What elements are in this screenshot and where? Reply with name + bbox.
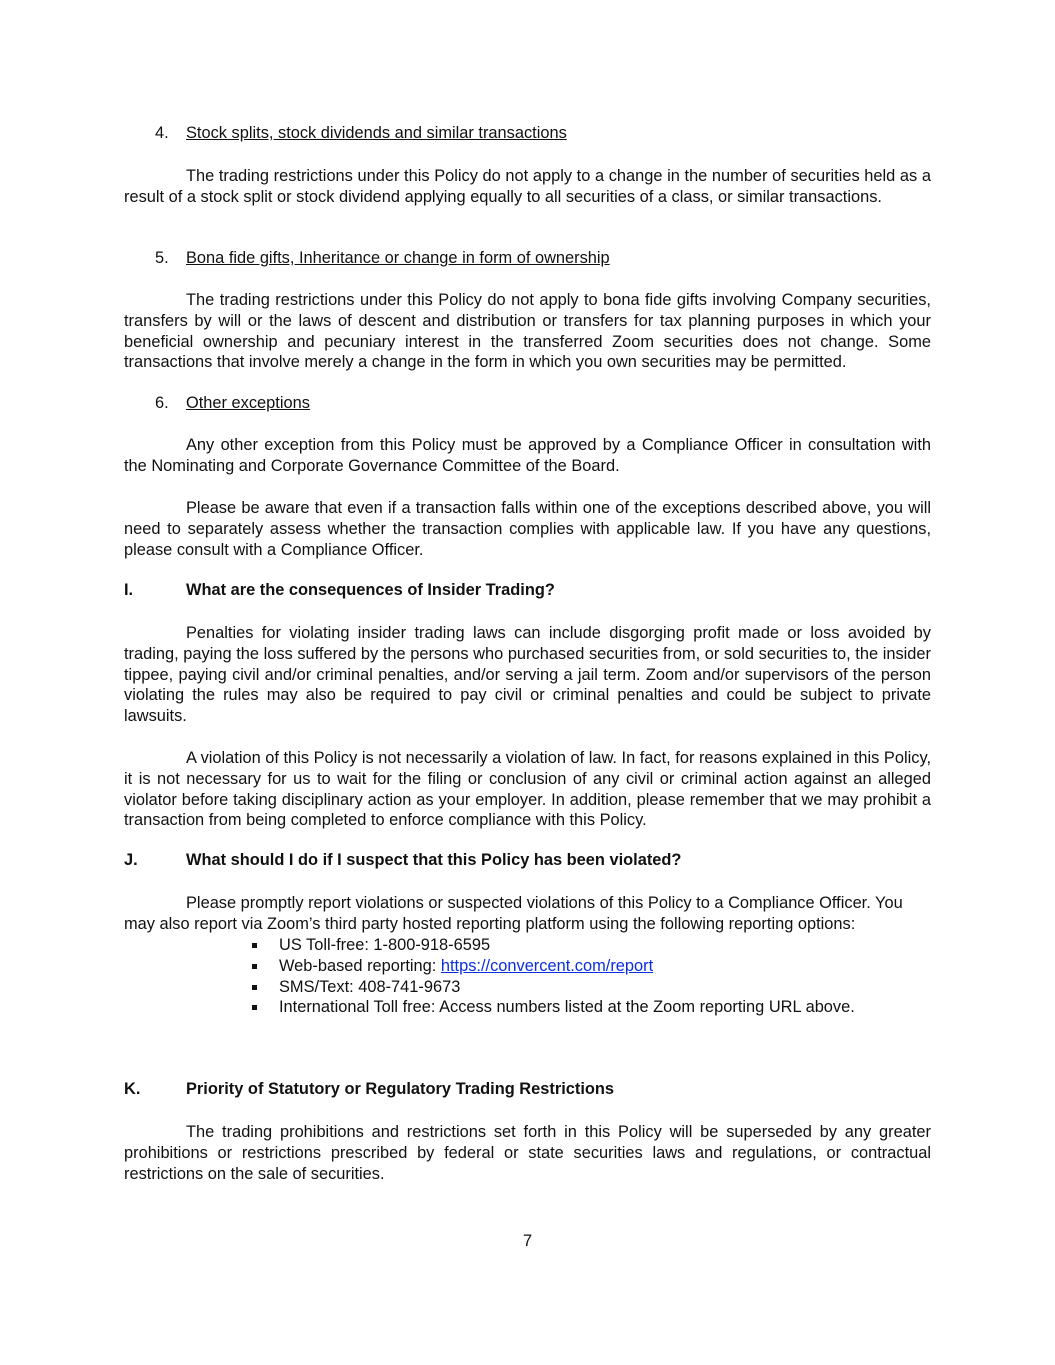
section-letter: I. (124, 581, 134, 599)
bullet-icon (252, 985, 257, 990)
section-j-paragraph-1: Please promptly report violations or suspected violations of this Policy to a Compliance Officer. You may also report via Zoom’s third party hosted reporting platform using the following reporting options: (124, 894, 903, 933)
bullet-icon (252, 1005, 257, 1010)
section-title: What should I do if I suspect that this Policy has been violated? (186, 851, 682, 869)
reporting-options-list (248, 935, 855, 1018)
item-5-heading (155, 249, 610, 268)
section-title: What are the consequences of Insider Trading? (186, 581, 555, 599)
item-number: 4. (155, 124, 169, 142)
section-k-paragraph-1: The trading prohibitions and restrictions set forth in this Policy will be superseded by any greater prohibitions or restrictions prescribed by federal or state securities laws and regulations, or contractual restrictions on the sale of securities. (124, 1123, 931, 1183)
report-link[interactable]: https://convercent.com/report (440, 956, 654, 975)
item-title: Bona fide gifts, Inheritance or change in form of ownership (186, 249, 610, 267)
section-k-heading (124, 1080, 614, 1099)
item-6-heading (155, 394, 310, 413)
item-number: 6. (155, 394, 169, 412)
section-letter: J. (124, 851, 138, 869)
item-4-heading (155, 124, 567, 143)
page-number: 7 (522, 1232, 533, 1250)
list-item: International Toll free: Access numbers listed at the Zoom reporting URL above. (248, 997, 855, 1018)
section-j-heading (124, 851, 681, 870)
item-title: Stock splits, stock dividends and similar transactions (186, 124, 567, 142)
item-5-body: The trading restrictions under this Policy do not apply to bona fide gifts involving Company securities, transfers by will or the laws of descent and distribution or transfers for tax planning purposes in which your beneficial ownership and pecuniary interest in the transferred Zoom securities does not change. Some transactions that involve merely a change in the form in which you own securities may be permitted. (124, 291, 931, 372)
bullet-icon (252, 943, 257, 948)
item-6-body-2: Please be aware that even if a transaction falls within one of the exceptions described above, you will need to separately assess whether the transaction complies with applicable law. If you have any questions, please consult with a Compliance Officer. (124, 499, 931, 559)
list-item: Web-based reporting: https://convercent.com/report (248, 956, 855, 977)
list-item: SMS/Text: 408-741-9673 (248, 977, 855, 998)
item-4-body: The trading restrictions under this Policy do not apply to a change in the number of securities held as a result of a stock split or stock dividend applying equally to all securities of a class, or similar transactions. (124, 167, 931, 206)
item-number: 5. (155, 249, 169, 267)
section-i-paragraph-1: Penalties for violating insider trading laws can include disgorging profit made or loss avoided by trading, paying the loss suffered by the persons who purchased securities from, or sold securities to, the insider tippee, paying civil and/or criminal penalties, and/or serving a jail term. Zoom and/or supervisors of the person violating the rules may also be required to pay civil or criminal penalties and could be subject to private lawsuits. (124, 624, 931, 726)
bullet-icon (252, 964, 257, 969)
section-title: Priority of Statutory or Regulatory Trading Restrictions (186, 1080, 615, 1098)
item-title: Other exceptions (186, 394, 310, 412)
section-i-paragraph-2: A violation of this Policy is not necessarily a violation of law. In fact, for reasons explained in this Policy, it is not necessary for us to wait for the filing or conclusion of any civil or criminal action against an alleged violator before taking disciplinary action as your employer. In addition, please remember that we may prohibit a transaction from being completed to enforce compliance with this Policy. (124, 749, 931, 830)
item-6-body: Any other exception from this Policy must be approved by a Compliance Officer in consultation with the Nominating and Corporate Governance Committee of the Board. (124, 436, 931, 475)
list-item: US Toll-free: 1-800-918-6595 (248, 935, 855, 956)
section-letter: K. (124, 1080, 141, 1098)
section-i-heading (124, 581, 555, 600)
